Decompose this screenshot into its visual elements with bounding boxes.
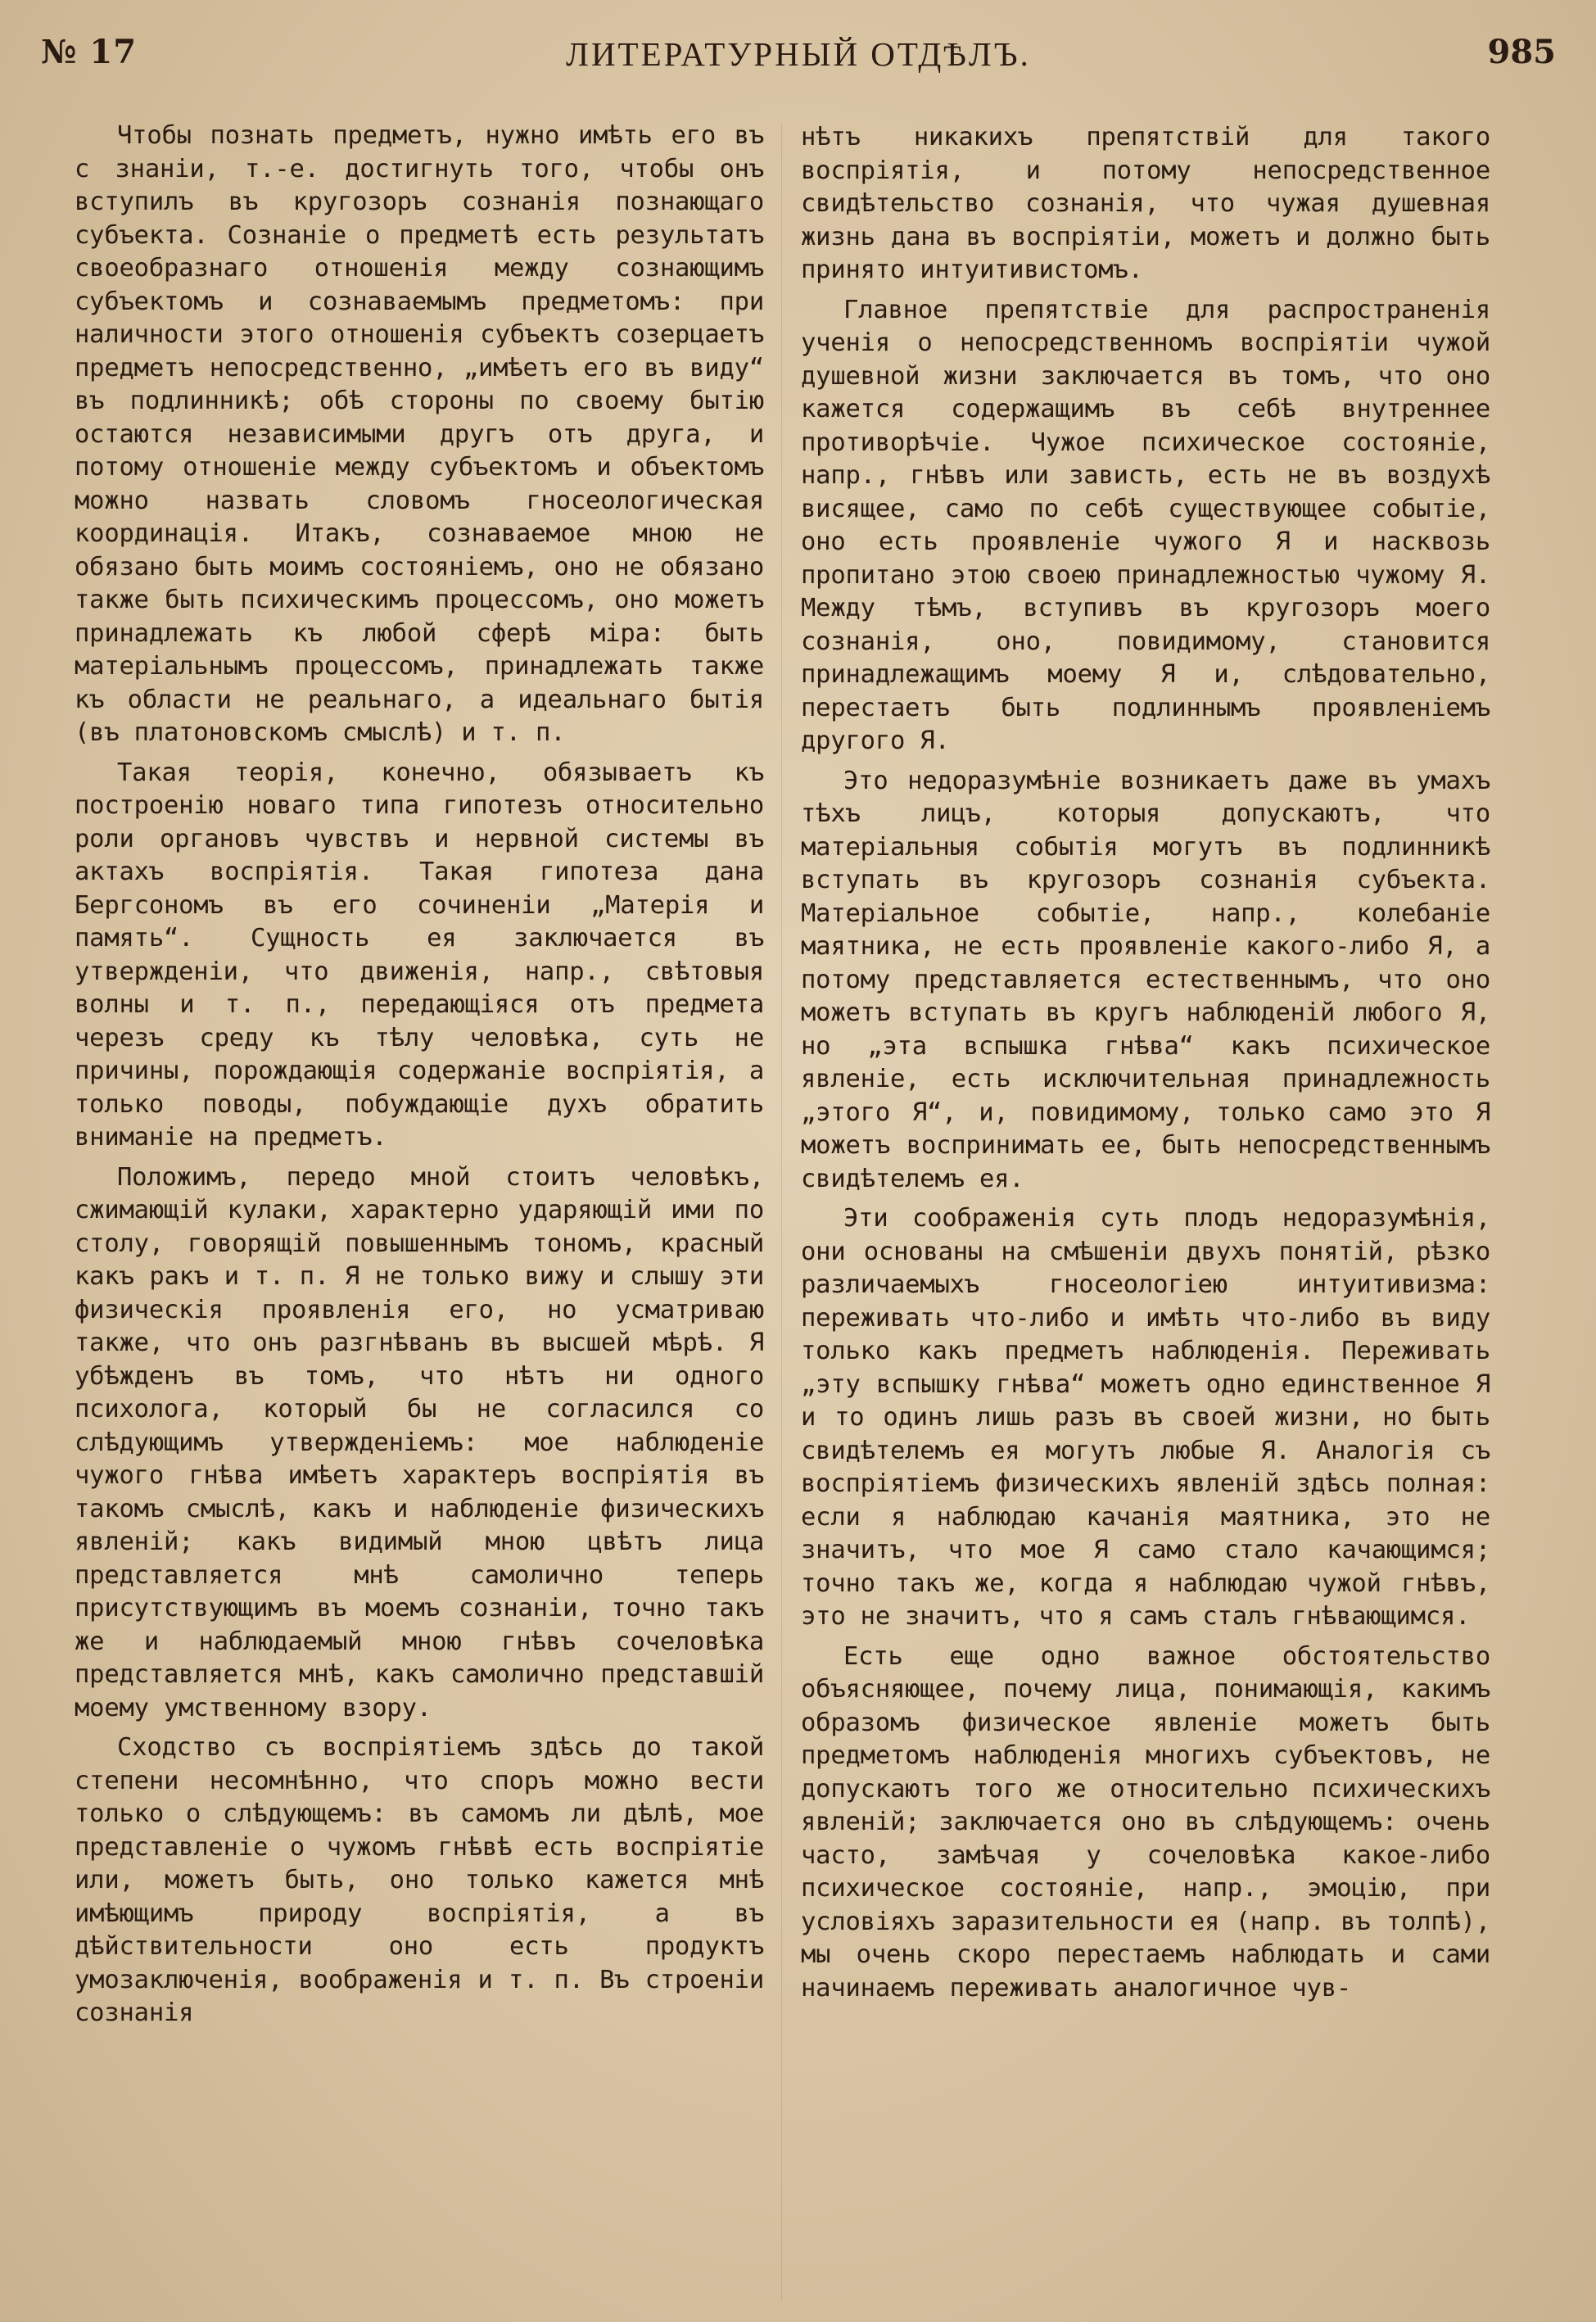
left-column (75, 120, 764, 2037)
column-divider (781, 123, 782, 2302)
paragraph: Главное препятствіе для распространенія ученія о непосредственномъ воспріятіи чужой душевной жизни заключается въ томъ, что оно кажется содержащимъ въ себѣ внутреннее противорѣчіе. Чужое психическое состояніе, напр., гнѣвъ или зависть, есть не въ воздухѣ висящее, само по себѣ существующее событіе, оно есть проявленіе чужого Я и насквозь пропитано этою своею принадлежностью чужому Я. Между тѣмъ, вступивъ въ кругозоръ моего сознанія, оно, повидимому, становится принадлежащимъ моему Я и, слѣдовательно, перестаетъ быть подлиннымъ проявленіемъ другого Я. (801, 295, 1490, 755)
paragraph: Такая теорія, конечно, обязываетъ къ построенію новаго типа гипотезъ относительно роли органовъ чувствъ и нервной системы въ актахъ воспріятія. Такая гипотеза дана Бергсономъ въ его сочиненіи „Матерія и память“. Сущность ея заключается въ утвержденіи, что движенія, напр., свѣтовыя волны и т. п., передающіяся отъ предмета черезъ среду къ тѣлу человѣка, суть не причины, порождающія содержаніе воспріятія, а только поводы, побуждающіе духъ обратить вниманіе на предметъ. (75, 758, 764, 1152)
right-column (801, 121, 1490, 2012)
paragraph: Есть еще одно важное обстоятельство объясняющее, почему лица, понимающія, какимъ образомъ физическое явленіе можетъ быть предметомъ наблюденія многихъ субъектовъ, не допускаютъ того же относительно психическихъ явленій; заключается оно въ слѣдующемъ: очень часто, замѣчая у сочеловѣка какое-либо психическое состояніе, напр., эмоцію, при условіяхъ заразительности ея (напр. въ толпѣ), мы очень скоро перестаемъ наблюдать и сами начинаемъ переживать аналогичное чув- (801, 1641, 1490, 2003)
issue-number: № 17 (41, 33, 138, 71)
running-header (41, 33, 1556, 82)
paragraph: Сходство съ воспріятіемъ здѣсь до такой степени несомнѣнно, что споръ можно вести только о слѣдующемъ: въ самомъ ли дѣлѣ, мое представленіе о чужомъ гнѣвѣ есть воспріятіе или, можетъ быть, оно только кажется мнѣ имѣющимъ природу воспріятія, а въ дѣйствительности оно есть продуктъ умозаключенія, воображенія и т. п. Въ строеніи сознанія (75, 1733, 764, 2027)
paragraph: Эти соображенія суть плодъ недоразумѣнія, они основаны на смѣшеніи двухъ понятій, рѣзко различаемыхъ гносеологіею интуитивизма: переживать что-либо и имѣть что-либо въ виду только какъ предметъ наблюденія. Переживать „эту вспышку гнѣва“ можетъ одно единственное Я и то одинъ лишь разъ въ своей жизни, но быть свидѣтелемъ ея могутъ любые Я. Аналогія съ воспріятіемъ физическихъ явленій здѣсь полная: если я наблюдаю качанія маятника, это не значитъ, что мое Я само стало качающимся; точно такъ же, когда я наблюдаю чужой гнѣвъ, это не значитъ, что я самъ сталъ гнѣвающимся. (801, 1204, 1490, 1631)
paragraph: Положимъ, передо мной стоитъ человѣкъ, сжимающій кулаки, характерно ударяющій ими по столу, говорящій повышеннымъ тономъ, красный какъ ракъ и т. п. Я не только вижу и слышу эти физическія проявленія его, но усматриваю также, что онъ разгнѣванъ въ высшей мѣрѣ. Я убѣжденъ въ томъ, что нѣтъ ни одного психолога, который бы не согласился со слѣдующимъ утвержденіемъ: мое наблюденіе чужого гнѣва имѣетъ характеръ воспріятія въ такомъ смыслѣ, какъ и наблюденіе физическихъ явленій; какъ видимый мною цвѣтъ лица представляется мнѣ самолично теперь присутствующимъ въ моемъ сознаніи, точно такъ же и наблюдаемый мною гнѣвъ сочеловѣка представляется мнѣ, какъ самолично представшій моему умственному взору. (75, 1162, 764, 1722)
page-number: 985 (1487, 33, 1556, 71)
paragraph-continued: нѣтъ никакихъ препятствій для такого воспріятія, и потому непосредственное свидѣтельство сознанія, что чужая душевная жизнь дана въ воспріятіи, можетъ и должно быть принято интуитивистомъ. (801, 123, 1490, 284)
section-title: ЛИТЕРАТУРНЫЙ ОТДѢЛЪ. (566, 35, 1031, 73)
paragraph: Это недоразумѣніе возникаетъ даже въ умахъ тѣхъ лицъ, которыя допускаютъ, что матеріальныя событія могутъ въ подлинникѣ вступать въ кругозоръ сознанія субъекта. Матеріальное событіе, напр., колебаніе маятника, не есть проявленіе какого-либо Я, а потому представляется естественнымъ, что оно можетъ вступать въ кругъ наблюденій любого Я, но „эта вспышка гнѣва“ какъ психическое явленіе, есть исключительная принадлежность „этого Я“, и, повидимому, только само это Я можетъ воспринимать ее, быть непосредственнымъ свидѣтелемъ ея. (801, 766, 1490, 1193)
paragraph: Чтобы познать предметъ, нужно имѣть его въ с знаніи, т.-е. достигнуть того, чтобы онъ вступилъ въ кругозоръ сознанія познающаго субъекта. Сознаніе о предметѣ есть результатъ своеобразнаго отношенія между сознающимъ субъектомъ и сознаваемымъ предметомъ: при наличности этого отношенія субъектъ созерцаетъ предметъ непосредственно, „имѣетъ его въ виду“ въ подлинникѣ; обѣ стороны по своему бытію остаются независимыми другъ отъ друга, и потому отношеніе между субъектомъ и объектомъ можно назвать словомъ гносеологическая координація. Итакъ, сознаваемое мною не обязано быть моимъ состояніемъ, оно не обязано также быть психическимъ процессомъ, оно можетъ принадлежать къ любой сферѣ міра: быть матеріальнымъ процессомъ, принадлежать также къ области не реальнаго, а идеальнаго бытія (въ платоновскомъ смыслѣ) и т. п. (75, 121, 764, 747)
